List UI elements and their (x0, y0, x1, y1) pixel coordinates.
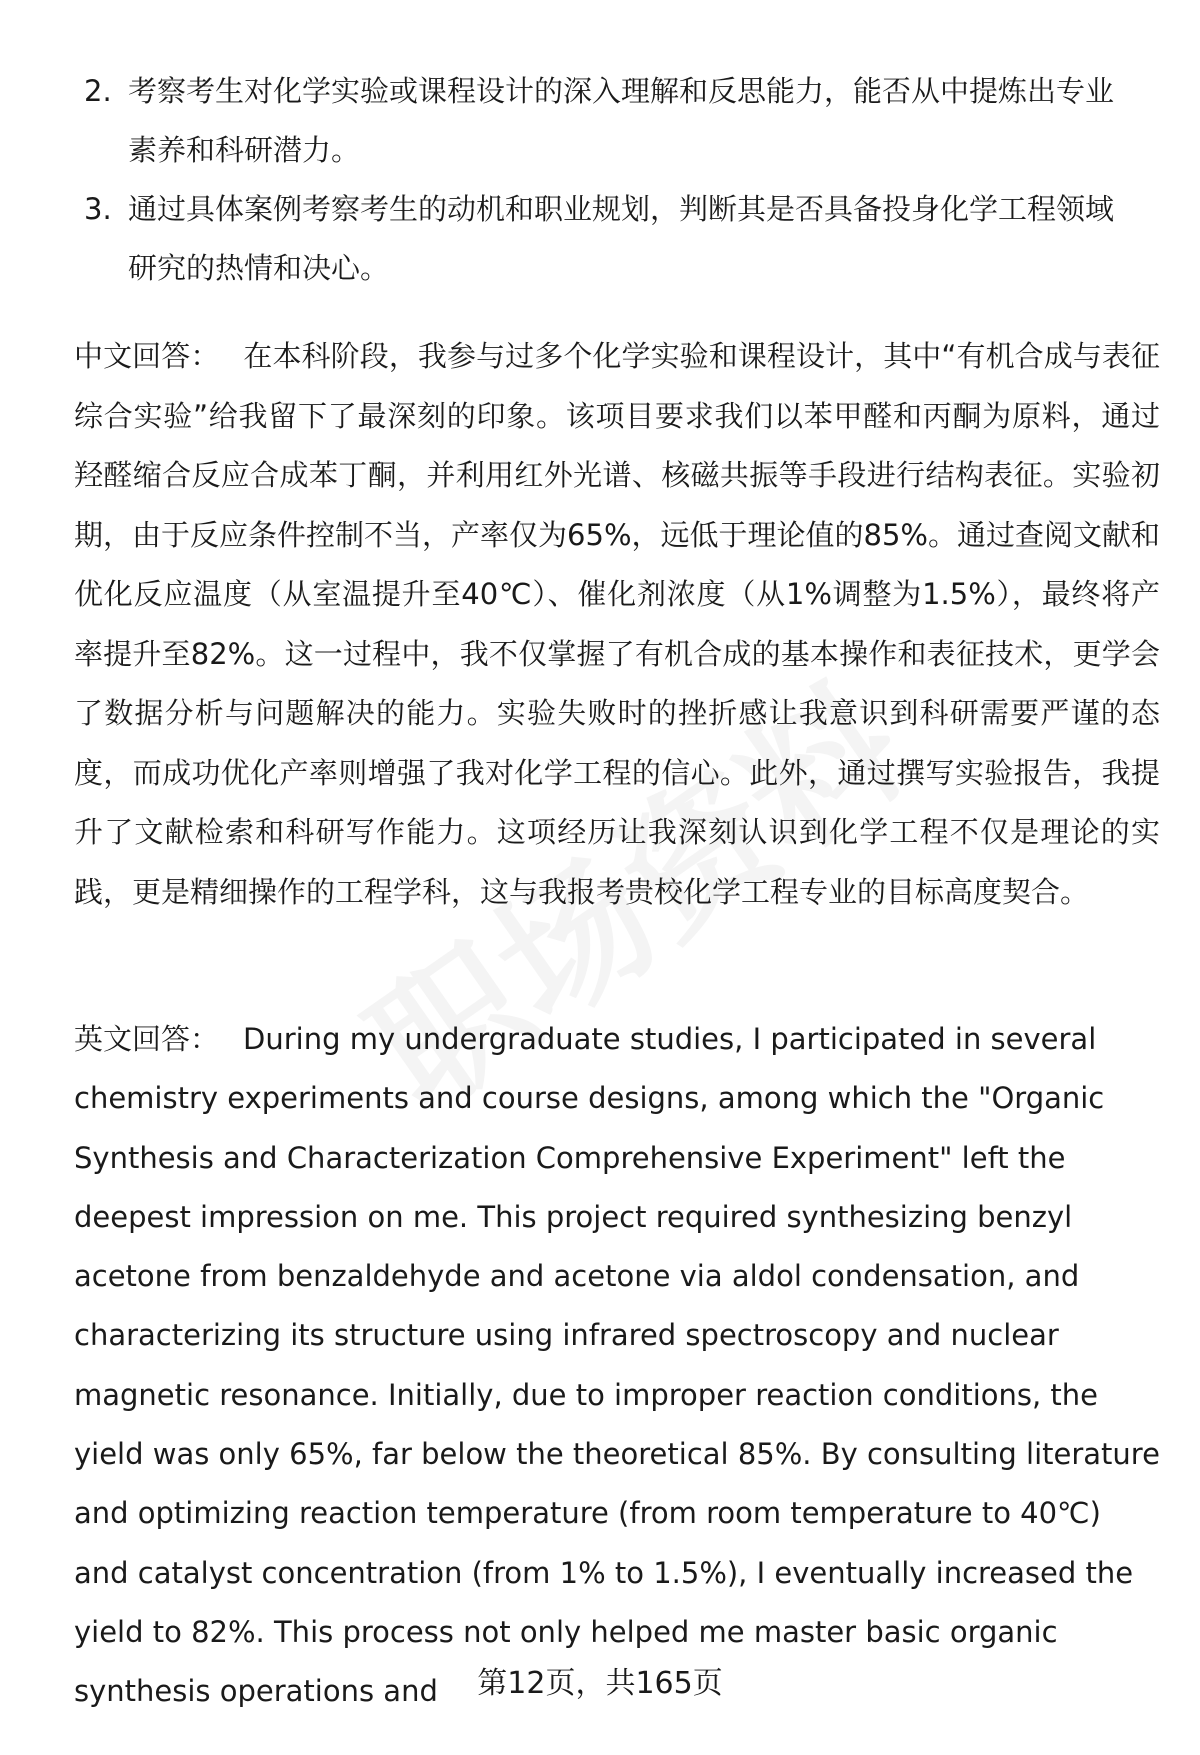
list-item-text: 考察考生对化学实验或课程设计的深入理解和反思能力，能否从中提炼出专业素养和科研潜力。 (128, 74, 1115, 167)
list-item (0, 62, 1200, 180)
chinese-answer-paragraph (74, 327, 1160, 922)
english-answer-text: During my undergraduate studies, I participated in several chemistry experiments and course designs, among which the "Organic Synthesis and Characterization Comprehensive Experiment" left the deepest impression on me. This project required synthesizing benzyl acetone from benzaldehyde and acetone via aldol condensation, and characterizing its structure using infrared spectroscopy and nuclear magnetic resonance. Initially, due to improper reaction conditions, the yield was only 65%, far below the theoretical 85%. By consulting literature and optimizing reaction temperature (from room temperature to 40℃) and catalyst concentration (from 1% to 1.5%), I eventually increased the yield to 82%. This process not only helped me master basic organic synthesis operations and (74, 1022, 1160, 1709)
english-answer-label: 英文回答： (74, 1022, 220, 1056)
list-item-text: 通过具体案例考察考生的动机和职业规划，判断其是否具备投身化学工程领域研究的热情和决心。 (128, 192, 1115, 285)
list-item-number: 2. (84, 74, 112, 108)
english-answer-paragraph (74, 1010, 1160, 1722)
chinese-answer-label: 中文回答： (74, 339, 220, 373)
chinese-answer-text: 在本科阶段，我参与过多个化学实验和课程设计，其中“有机合成与表征综合实验”给我留下了最深刻的印象。该项目要求我们以苯甲醛和丙酮为原料，通过羟醛缩合反应合成苯丁酮，并利用红外光谱、核磁共振等手段进行结构表征。实验初期，由于反应条件控制不当，产率仅为65%，远低于理论值的85%。通过查阅文献和优化反应温度（从室温提升至40℃）、催化剂浓度（从1%调整为1.5%），最终将产率提升至82%。这一过程中，我不仅掌握了有机合成的基本操作和表征技术，更学会了数据分析与问题解决的能力。实验失败时的挫折感让我意识到科研需要严谨的态度，而成功优化产率则增强了我对化学工程的信心。此外，通过撰写实验报告，我提升了文献检索和科研写作能力。这项经历让我深刻认识到化学工程不仅是理论的实践，更是精细操作的工程学科，这与我报考贵校化学工程专业的目标高度契合。 (74, 339, 1160, 909)
page-number-footer: 第12页，共165页 (477, 1666, 723, 1701)
evaluation-points-list (0, 62, 1200, 298)
list-item (0, 180, 1200, 298)
list-item-number: 3. (84, 192, 112, 226)
